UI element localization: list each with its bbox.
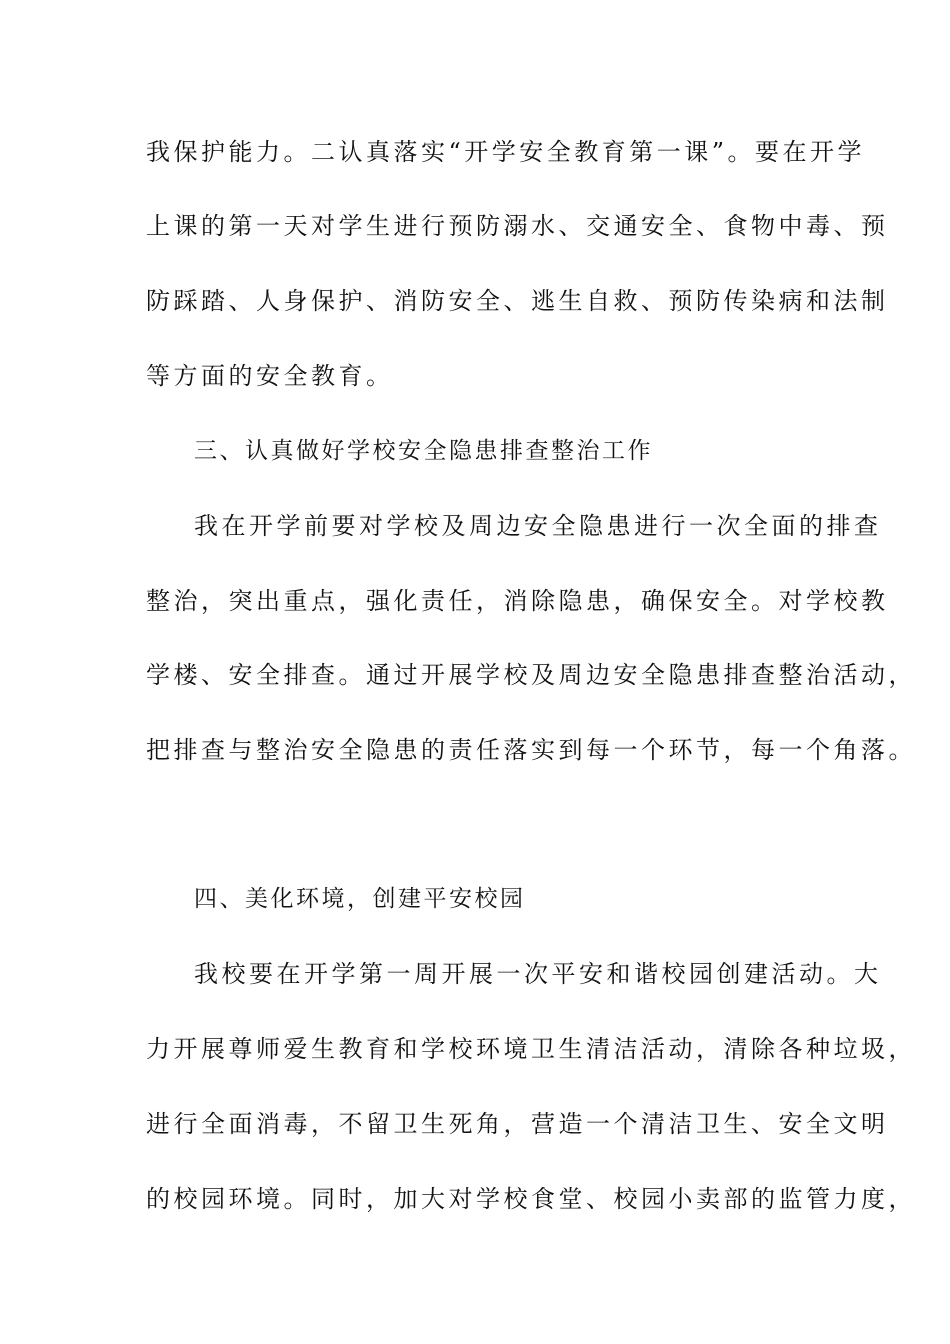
- section-heading-3: 三、认真做好学校安全隐患排查整治工作: [194, 438, 653, 464]
- paragraph-1-line-4: 等方面的安全教育。: [146, 362, 394, 390]
- paragraph-1-line-3: 防踩踏、人身保护、消防安全、逃生自救、预防传染病和法制: [146, 287, 889, 315]
- paragraph-3-line-3: 进行全面消毒，不留卫生死角，营造一个清洁卫生、安全文明: [146, 1110, 889, 1138]
- paragraph-1-line-1: 我保护能力。二认真落实“开学安全教育第一课”。要在开学: [146, 138, 866, 166]
- section-heading-4: 四、美化环境，创建平安校园: [194, 886, 526, 912]
- paragraph-2-line-3: 学楼、安全排查。通过开展学校及周边安全隐患排查整治活动，: [146, 661, 916, 689]
- paragraph-2-line-4: 把排查与整治安全隐患的责任落实到每一个环节，每一个角落。: [146, 736, 916, 764]
- paragraph-2-line-2: 整治，突出重点，强化责任，消除隐患，确保安全。对学校教: [146, 587, 889, 615]
- paragraph-3-line-4: 的校园环境。同时，加大对学校食堂、校园小卖部的监管力度，: [146, 1185, 916, 1213]
- paragraph-1-line-2: 上课的第一天对学生进行预防溺水、交通安全、食物中毒、预: [146, 212, 889, 240]
- paragraph-3-line-1: 我校要在开学第一周开展一次平安和谐校园创建活动。大: [194, 960, 882, 988]
- paragraph-2-line-1: 我在开学前要对学校及周边安全隐患进行一次全面的排查: [194, 512, 882, 540]
- paragraph-3-line-2: 力开展尊师爱生教育和学校环境卫生清洁活动，清除各种垃圾，: [146, 1035, 916, 1063]
